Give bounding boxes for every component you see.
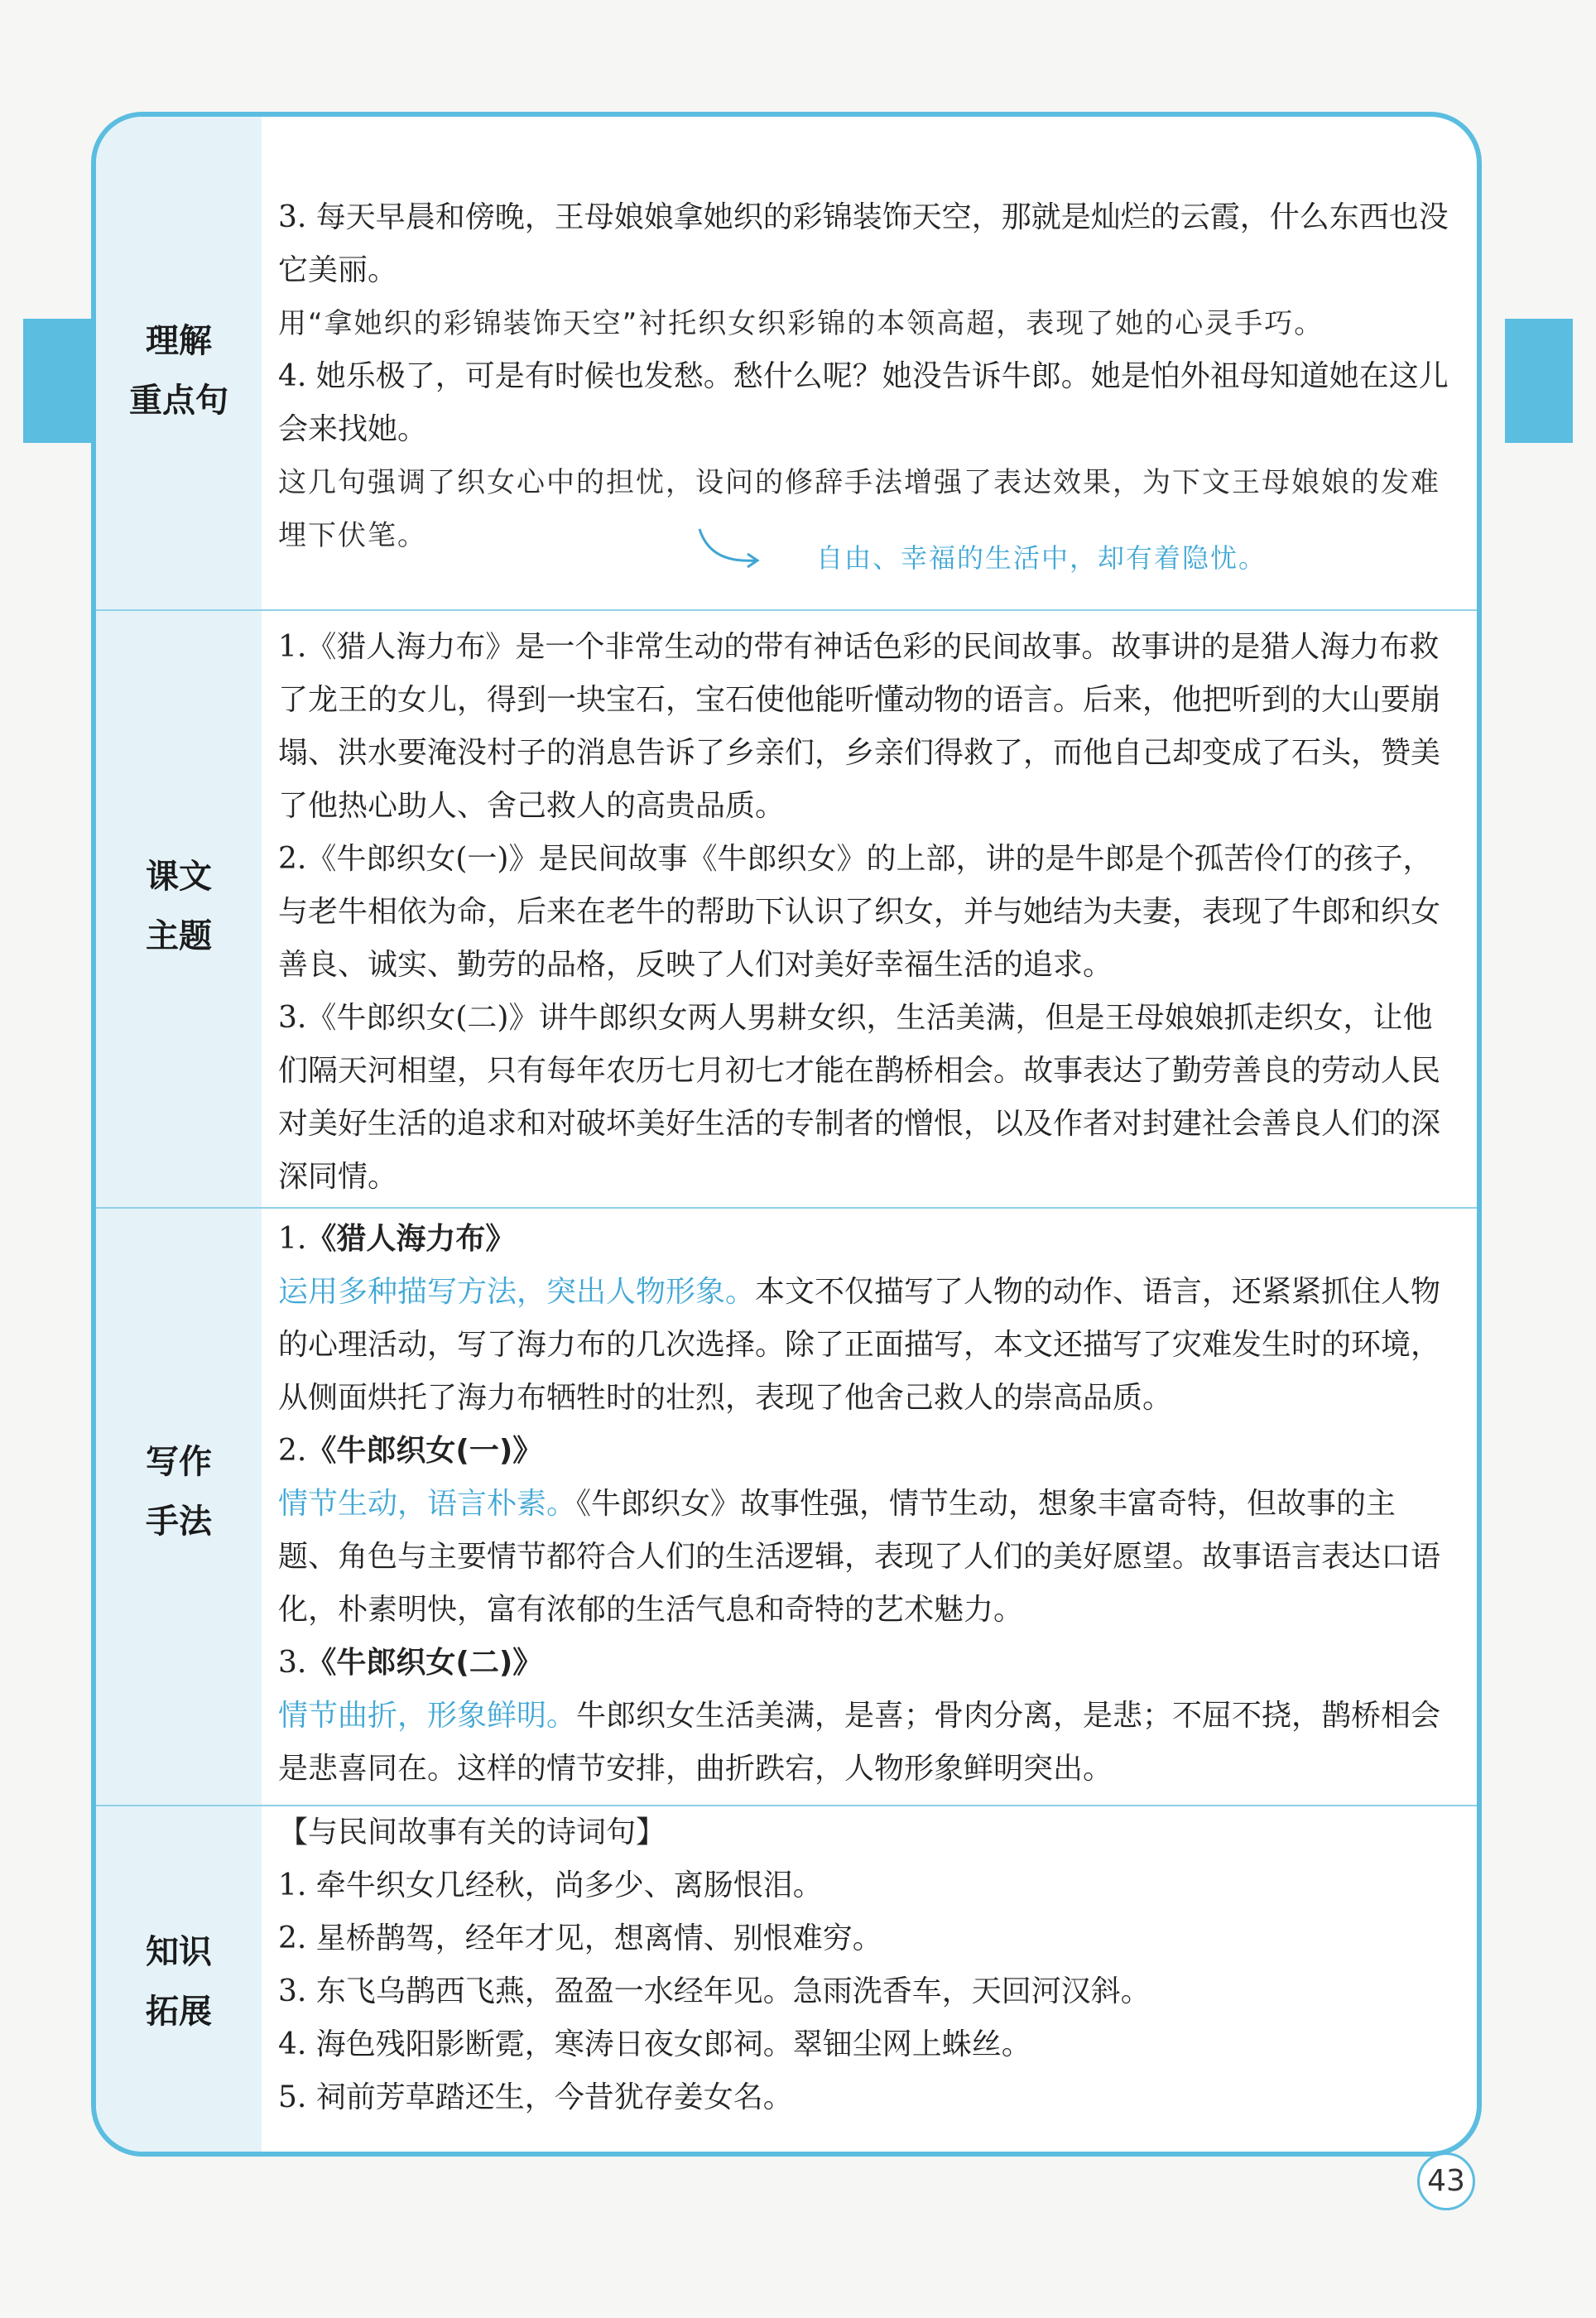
- label-line: 主题: [146, 917, 212, 955]
- section-knowledge-extension: [96, 1806, 1477, 2157]
- poem-line: 5. 祠前芳草踏还生，今昔犹存姜女名。: [278, 2080, 793, 2114]
- section-content: [278, 1213, 1452, 1796]
- annotation-note: 用“拿她织的彩锦装饰天空”衬托织女织彩锦的本领高超，表现了她的心灵手巧。: [278, 307, 1324, 340]
- item-number: 2.: [278, 1434, 307, 1468]
- item-title-text: 《牛郎织女(二)》: [306, 1646, 543, 1680]
- content-card: [91, 112, 1482, 2157]
- label-line: 重点句: [129, 382, 228, 420]
- section-writing-technique: [96, 1209, 1477, 1805]
- paragraph: 1.《猎人海力布》是一个非常生动的带有神话色彩的民间故事。故事讲的是猎人海力布救了龙王的女儿，得到一块宝石，宝石使他能听懂动物的语言。后来，他把听到的大山要崩塌、洪水要淹没村子的消息告诉了乡亲们，乡亲们得救了，而他自己却变成了石头，赞美了他热心助人、舍己救人的高贵品质。: [278, 630, 1441, 823]
- item-number: 1.: [278, 1222, 307, 1256]
- label-line: 手法: [146, 1503, 212, 1541]
- section-content: [278, 621, 1452, 1204]
- section-heading: 【与民间故事有关的诗词句】: [278, 1815, 666, 1849]
- left-edge-tab: [23, 319, 91, 443]
- section-content: [278, 1806, 1452, 2124]
- paragraph: 3.《牛郎织女(二)》讲牛郎织女两人男耕女织，生活美满，但是王母娘娘抓走织女，让他们隔天河相望，只有每年农历七月初七才能在鹊桥相会。故事表达了勤劳善良的劳动人民对美好生活的追求和对破坏美好生活的专制者的憎恨，以及作者对封建社会善良人们的深深同情。: [278, 1001, 1441, 1194]
- highlight-lead: 运用多种描写方法，突出人物形象。: [278, 1275, 756, 1309]
- right-edge-tab: [1505, 319, 1573, 443]
- item-title-text: 《猎人海力布》: [306, 1222, 516, 1256]
- label-line: 拓展: [146, 1993, 212, 2031]
- poem-line: 3. 东飞乌鹊西飞燕，盈盈一水经年见。急雨洗香车，天回河汉斜。: [278, 1974, 1151, 2008]
- label-line: 理解: [146, 322, 212, 360]
- page-number: 43: [1417, 2152, 1475, 2210]
- label-line: 写作: [146, 1443, 212, 1481]
- section-text-theme: [96, 611, 1477, 1207]
- section-key-sentences: [96, 117, 1477, 609]
- poem-line: 1. 牵牛织女几经秋，尚多少、离肠恨泪。: [278, 1868, 823, 1902]
- item-title-text: 《牛郎织女(一)》: [306, 1434, 543, 1468]
- paragraph: 3. 每天早晨和傍晚，王母娘娘拿她织的彩锦装饰天空，那就是灿烂的云霞，什么东西也没它美丽。: [278, 200, 1449, 287]
- paragraph-text: 《牛郎织女》故事性强，情节生动，想象丰富奇特，但故事的主题、角色与主要情节都符合人们的生活逻辑，表现了人们的美好愿望。故事语言表达口语化，朴素明快，富有浓郁的生活气息和奇特的艺术魅力。: [278, 1487, 1441, 1627]
- paragraph: [278, 1478, 1452, 1637]
- paragraph-text: 牛郎织女生活美满，是喜；骨肉分离，是悲；不屈不挠，鹊桥相会是悲喜同在。这样的情节安排，曲折跌宕，人物形象鲜明突出。: [278, 1699, 1441, 1786]
- poem-line: 4. 海色残阳影断霓，寒涛日夜女郎祠。翠钿尘网上蛛丝。: [278, 2027, 1031, 2061]
- poem-line: 2. 星桥鹊驾，经年才见，想离情、别恨难穷。: [278, 1921, 882, 1955]
- label-line: 课文: [146, 858, 212, 896]
- handwritten-arrow-icon: [696, 522, 762, 572]
- label-line: 知识: [146, 1933, 212, 1971]
- highlight-lead: 情节曲折，形象鲜明。: [278, 1699, 577, 1733]
- item-title: [278, 1425, 1452, 1478]
- item-title: [278, 1637, 1452, 1690]
- item-title: [278, 1213, 1452, 1266]
- highlight-lead: 情节生动，语言朴素。: [278, 1487, 577, 1521]
- section-label: [96, 847, 262, 966]
- paragraph: 2.《牛郎织女(一)》是民间故事《牛郎织女》的上部，讲的是牛郎是个孤苦伶仃的孩子，与老牛相依为命，后来在老牛的帮助下认识了织女，并与她结为夫妻，表现了牛郎和织女善良、诚实、勤劳的品格，反映了人们对美好幸福生活的追求。: [278, 842, 1441, 982]
- item-number: 3.: [278, 1646, 307, 1680]
- annotation-note: 这几句强调了织女心中的担忧，设问的修辞手法增强了表达效果，为下文王母娘娘的发难埋下伏笔。: [278, 466, 1440, 552]
- section-content: [278, 191, 1452, 562]
- section-label: [96, 311, 262, 430]
- section-label: [96, 1432, 262, 1551]
- section-label: [96, 1922, 262, 2041]
- handwritten-note: 自由、幸福的生活中，却有着隐忧。: [816, 542, 1267, 574]
- paragraph-text: 本文不仅描写了人物的动作、语言，还紧紧抓住人物的心理活动，写了海力布的几次选择。除了正面描写，本文还描写了灾难发生时的环境，从侧面烘托了海力布牺牲时的壮烈，表现了他舍己救人的崇高品质。: [278, 1275, 1441, 1415]
- paragraph: 4. 她乐极了，可是有时候也发愁。愁什么呢？她没告诉牛郎。她是怕外祖母知道她在这儿会来找她。: [278, 359, 1449, 446]
- paragraph: [278, 1690, 1452, 1796]
- paragraph: [278, 1266, 1452, 1425]
